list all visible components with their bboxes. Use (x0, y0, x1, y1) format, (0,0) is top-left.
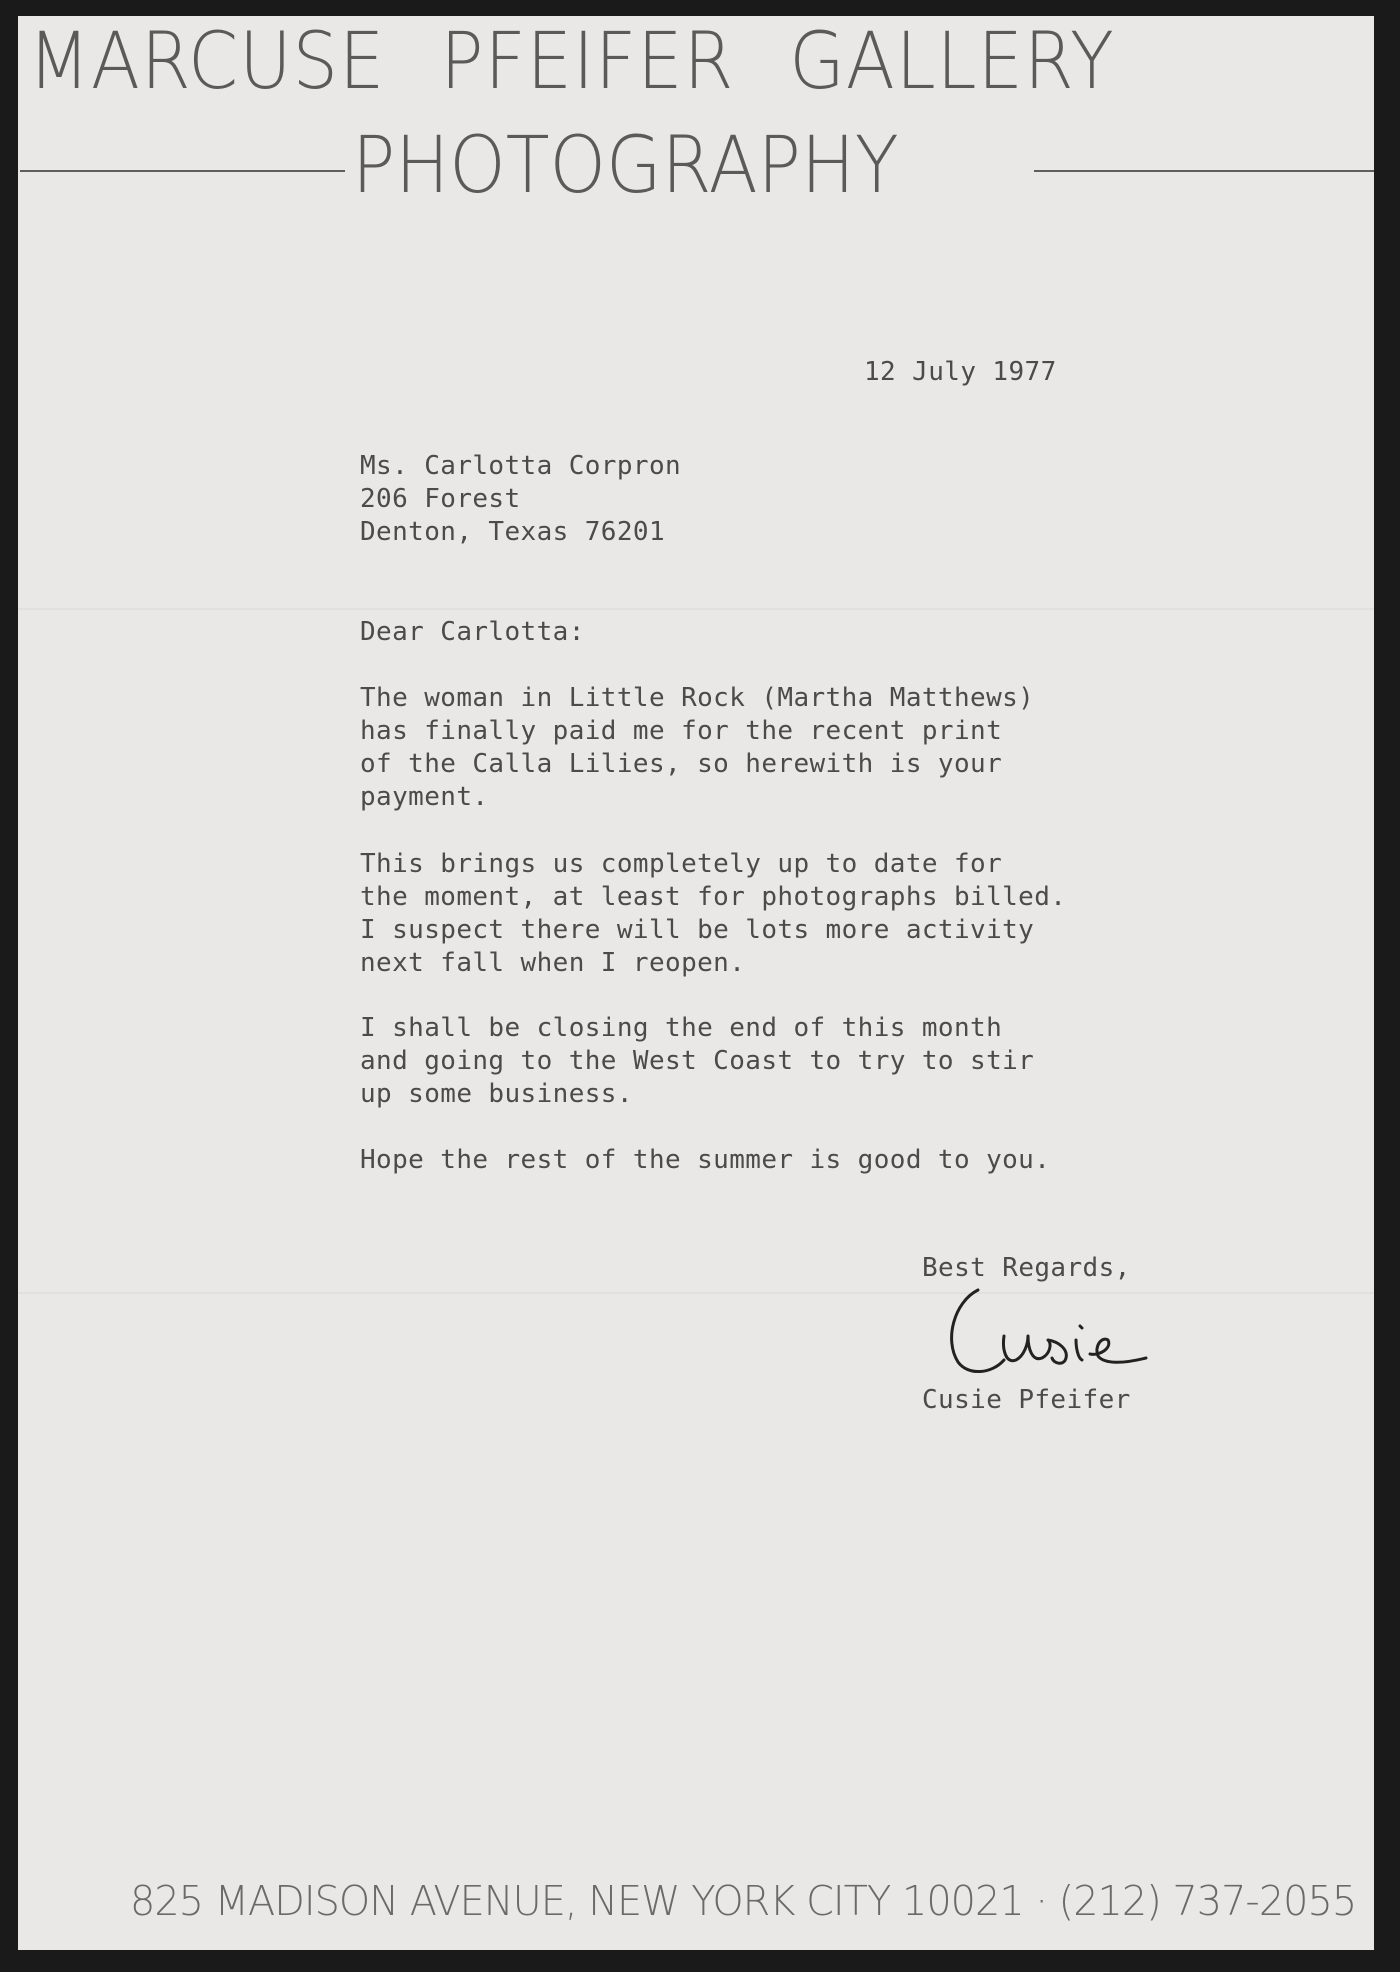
handwritten-signature (936, 1278, 1176, 1388)
paper-fold-line (18, 608, 1374, 610)
body-paragraph-2: This brings us completely up to date for the moment, at least for photographs billed. I suspect there will be lots more activity next fall when I reopen. (360, 849, 1067, 978)
letterhead-footer-address: 825 MADISON AVENUE, NEW YORK CITY 10021 · (212) 737-2055 (130, 1877, 1357, 1925)
letterhead-subtitle: PHOTOGRAPHY (352, 121, 899, 211)
recipient-street: 206 Forest (360, 484, 521, 514)
signed-name: Cusie Pfeifer (922, 1385, 1131, 1415)
letterhead-subtitle-row (18, 120, 1374, 212)
letter-date: 12 July 1977 (864, 357, 1057, 387)
salutation: Dear Carlotta: (360, 617, 585, 647)
recipient-name: Ms. Carlotta Corpron (360, 451, 682, 481)
recipient-address (360, 450, 681, 549)
body-paragraph-3: I shall be closing the end of this month and going to the West Coast to try to stir up some business. (360, 1013, 1035, 1109)
letter-page (18, 16, 1374, 1950)
letterhead-rule-right (1034, 170, 1374, 172)
body-paragraph-1: The woman in Little Rock (Martha Matthews) has finally paid me for the recent print of the Calla Lilies, so herewith is your payment. (360, 683, 1035, 812)
recipient-city: Denton, Texas 76201 (360, 517, 666, 547)
letterhead-rule-left (20, 170, 345, 172)
body-paragraph-4: Hope the rest of the summer is good to you. (360, 1145, 1051, 1175)
letterhead-gallery-name: MARCUSE PFEIFER GALLERY (28, 17, 1115, 107)
closing: Best Regards, (922, 1253, 1131, 1283)
